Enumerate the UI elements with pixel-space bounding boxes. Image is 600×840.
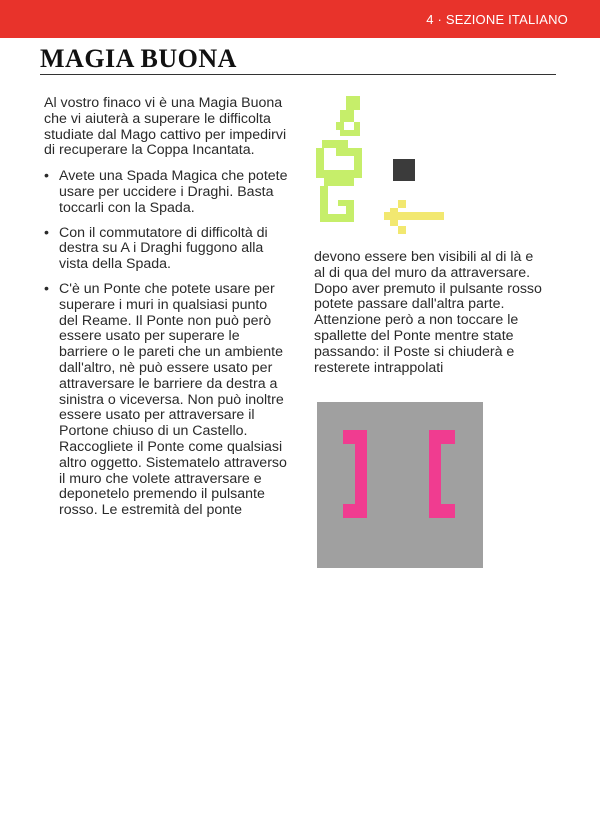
bullet-text: Con il commutatore di difficoltà di destra su A i Draghi fuggono alla vista della Spada.: [59, 224, 268, 273]
bullet-continuation: Raccogliete il Ponte come qualsiasi altro oggetto. Sistematelo attraverso il muro che volete attraversare e deponetelo premendo il pulsante rosso. Le estremità del ponte: [59, 438, 287, 519]
magic-square-icon: [393, 159, 415, 181]
dragon-sprite-icon: [316, 96, 376, 226]
bridge-sprite-icon: [317, 402, 483, 568]
header-bar: [0, 0, 600, 38]
bullet-dot: •: [44, 280, 49, 297]
page-title: MAGIA BUONA: [40, 44, 237, 73]
right-column: [314, 250, 546, 376]
bullet-item: [44, 226, 290, 273]
section-label: 4 · SEZIONE ITALIANO: [426, 12, 568, 27]
bullet-list: [44, 169, 290, 519]
dragon-body: [316, 96, 362, 222]
bullet-item: [44, 169, 290, 216]
intro-paragraph: Al vostro finaco vi è una Magia Buona che vi aiuterà a superare le difficolta studiate dal Mago cattivo per impedirvi di recuperare la Coppa Incantata.: [44, 95, 287, 159]
bullet-text: C'è un Ponte che potete usare per superare i muri in qualsiasi punto del Reame. Il Ponte non può però essere usato per superare le barriere o le pareti che un ambiente dall'altro, nè può essere usato per attraversare le barriere da destra a sinistra o viceversa. Non può inoltre essere usato per attraversare il Portone chiuso di un Castello.: [59, 280, 284, 440]
bullet-dot: •: [44, 224, 49, 241]
bullet-text: Avete una Spada Magica che potete usare per uccidere i Draghi. Basta toccarli con la Spada.: [59, 168, 288, 216]
sword-sprite-icon: [384, 200, 448, 234]
right-paragraph: devono essere ben visibili al di là e al di qua del muro da attraversare. Dopo aver premuto il pulsante rosso potete passare dall'altra parte. Attenzione però a non toccare le spallette del Ponte mentre state passando: il Poste si chiuderà e resterete intrappolati: [314, 249, 542, 376]
title-rule: [40, 74, 556, 75]
left-column: [44, 96, 290, 528]
bullet-item: [44, 282, 290, 519]
bridge-piers: [343, 430, 455, 518]
bullet-dot: •: [44, 168, 49, 185]
bridge-illustration: [317, 402, 483, 568]
sword-shape: [384, 200, 444, 234]
